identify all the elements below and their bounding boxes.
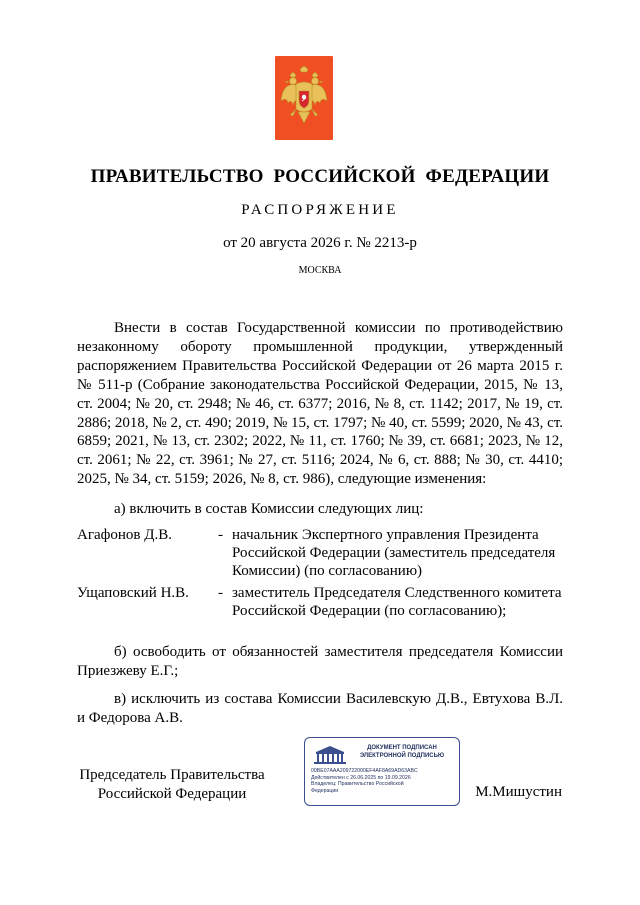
stamp-validity: Действителен с 26.06.2025 по 19.09.2026: [311, 774, 411, 781]
member-role: начальник Экспертного управления Президента Российской Федерации (заместитель председателя Комиссии) (по согласованию): [232, 527, 556, 580]
member-dash: -: [218, 585, 223, 601]
government-building-icon: [312, 744, 348, 766]
signatory-title: [77, 766, 267, 803]
document-date-number: от 20 августа 2026 г. № 2213-р: [223, 235, 417, 251]
stamp-heading-line: ЭЛЕКТРОННОЙ ПОДПИСЬЮ: [359, 752, 445, 759]
stamp-heading-line: ДОКУМЕНТ ПОДПИСАН: [367, 745, 437, 751]
stamp-certificate: 00BE07AAA209722000EF4AF8A69AD63ABC: [311, 768, 418, 774]
member-dash: -: [218, 527, 223, 543]
organization-title: ПРАВИТЕЛЬСТВО РОССИЙСКОЙ ФЕДЕРАЦИИ: [90, 166, 550, 187]
stamp-owner: Федерации: [311, 788, 339, 795]
double-headed-eagle-icon: [279, 65, 329, 131]
signatory-name: М.Мишустин: [475, 784, 562, 800]
coat-of-arms-emblem: [275, 56, 333, 140]
member-name: Агафонов Д.В.: [77, 527, 172, 543]
stamp-owner: Владелец: Правительство Российской: [311, 781, 404, 788]
item-c-paragraph: в) исключить из состава Комиссии Василевскую Д.В., Евтухова В.Л. и Федорова А.В.: [77, 691, 563, 726]
intro-paragraph: Внести в состав Государственной комиссии по противодействию незаконному обороту промышленной продукции, утвержденный распоряжением Правительства Российской Федерации от 26 марта 2015 г. № 511-р (Собрание законодательства Российской Федерации, 2015, № 13, ст. 2004; № 20, ст. 2948; № 46, ст. 6377; 2016, № 8, ст. 1142; 2017, № 19, ст. 2886; 2018, № 2, ст. 490; 2019, № 15, ст. 1797; № 40, ст. 5599; 2020, № 43, ст. 6859; 2021, № 13, ст. 2302; 2022, № 11, ст. 1760; № 39, ст. 6681; 2023, № 12, ст. 2061; № 22, ст. 3961; № 27, ст. 5116; 2024, № 6, ст. 888; № 30, ст. 4410; 2025, № 34, ст. 5159; 2026, № 8, ст. 986), следующие изменения:: [77, 320, 564, 488]
member-role: заместитель Председателя Следственного комитета Российской Федерации (по согласованию);: [232, 585, 562, 620]
stamp-details: [311, 768, 457, 795]
document-type: РАСПОРЯЖЕНИЕ: [241, 202, 399, 218]
item-a-text: а) включить в состав Комиссии следующих лиц:: [114, 501, 424, 517]
member-name: Ущаповский Н.В.: [77, 585, 189, 601]
item-b-paragraph: б) освободить от обязанностей заместителя председателя Комиссии Приезжеву Е.Г.;: [77, 644, 563, 679]
electronic-signature-stamp: [304, 737, 460, 806]
signatory-title-line: Российской Федерации: [97, 785, 247, 802]
stamp-heading: [349, 745, 455, 760]
document-city: МОСКВА: [298, 265, 342, 276]
signatory-title-line: Председатель Правительства: [79, 767, 265, 783]
